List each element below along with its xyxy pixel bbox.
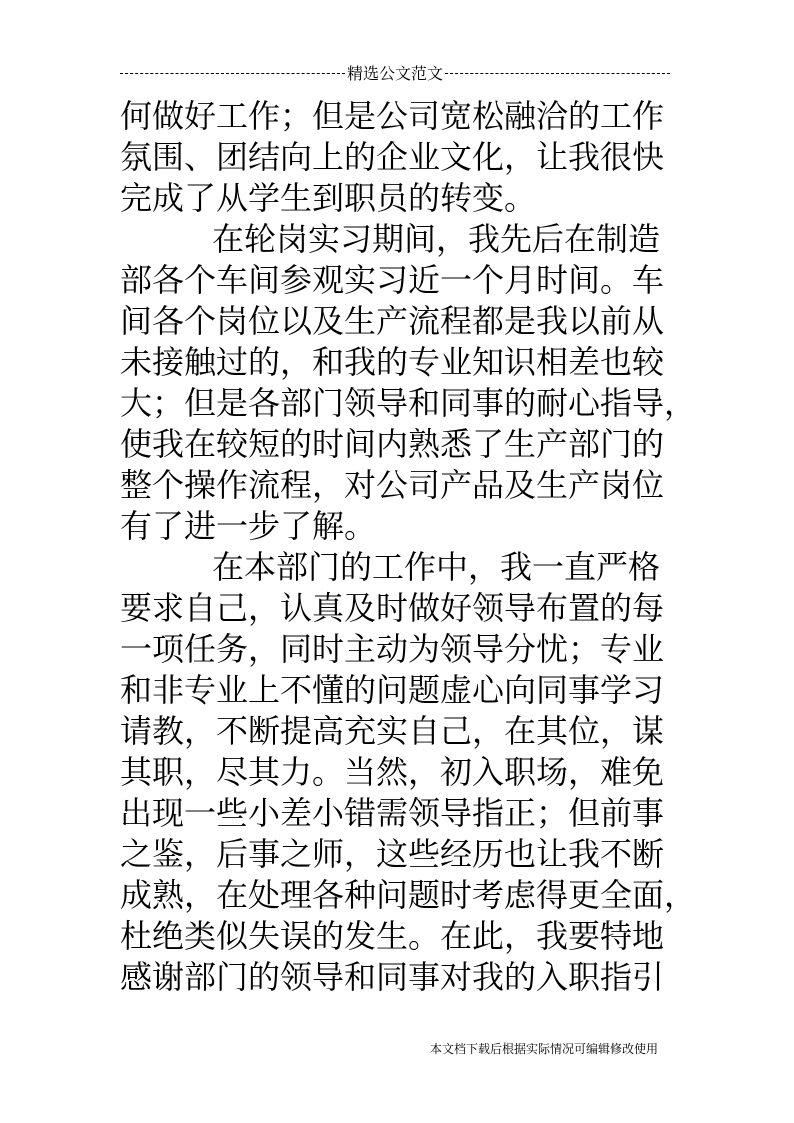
text-line: 其职，尽其力。当然，初入职场，难免: [120, 753, 665, 791]
text-line: 出现一些小差小错需领导指正；但前事: [120, 794, 665, 832]
text-line: 成熟，在处理各种问题时考虑得更全面，: [120, 876, 697, 914]
text-line: 感谢部门的领导和同事对我的入职指引: [120, 958, 665, 996]
text-line: 未接触过的，和我的专业知识相差也较: [120, 343, 665, 381]
text-line: 要求自己，认真及时做好领导布置的每: [120, 589, 665, 627]
page-footer-note: 本文档下载后根据实际情况可编辑修改使用: [430, 1042, 659, 1056]
document-body: [120, 96, 697, 998]
header-dash-right: [445, 73, 670, 74]
text-line: 杜绝类似失误的发生。在此，我要特地: [120, 917, 665, 955]
header-dash-left: [120, 73, 345, 74]
text-line: 部各个车间参观实习近一个月时间。车: [120, 261, 665, 299]
text-line: 何做好工作；但是公司宽松融洽的工作: [120, 97, 665, 135]
text-line: 间各个岗位以及生产流程都是我以前从: [120, 302, 665, 340]
text-line: 一项任务，同时主动为领导分忧；专业: [120, 630, 665, 668]
text-line: 完成了从学生到职员的转变。: [120, 179, 537, 217]
paragraph-start-line: 在本部门的工作中，我一直严格: [212, 548, 661, 586]
text-line: 之鉴，后事之师，这些经历也让我不断: [120, 835, 665, 873]
text-line: 有了进一步了解。: [120, 507, 377, 545]
page-header: [120, 60, 670, 84]
text-line: 使我在较短的时间内熟悉了生产部门的: [120, 425, 665, 463]
text-line: 氛围、团结向上的企业文化，让我很快: [120, 138, 665, 176]
text-line: 请教，不断提高充实自己，在其位，谋: [120, 712, 665, 750]
text-line: 大；但是各部门领导和同事的耐心指导，: [120, 384, 697, 422]
text-line: 和非专业上不懂的问题虚心向同事学习: [120, 671, 665, 709]
header-title: 精选公文范文: [347, 63, 444, 83]
text-line: 整个操作流程，对公司产品及生产岗位: [120, 466, 665, 504]
paragraph-start-line: 在轮岗实习期间，我先后在制造: [212, 220, 661, 258]
